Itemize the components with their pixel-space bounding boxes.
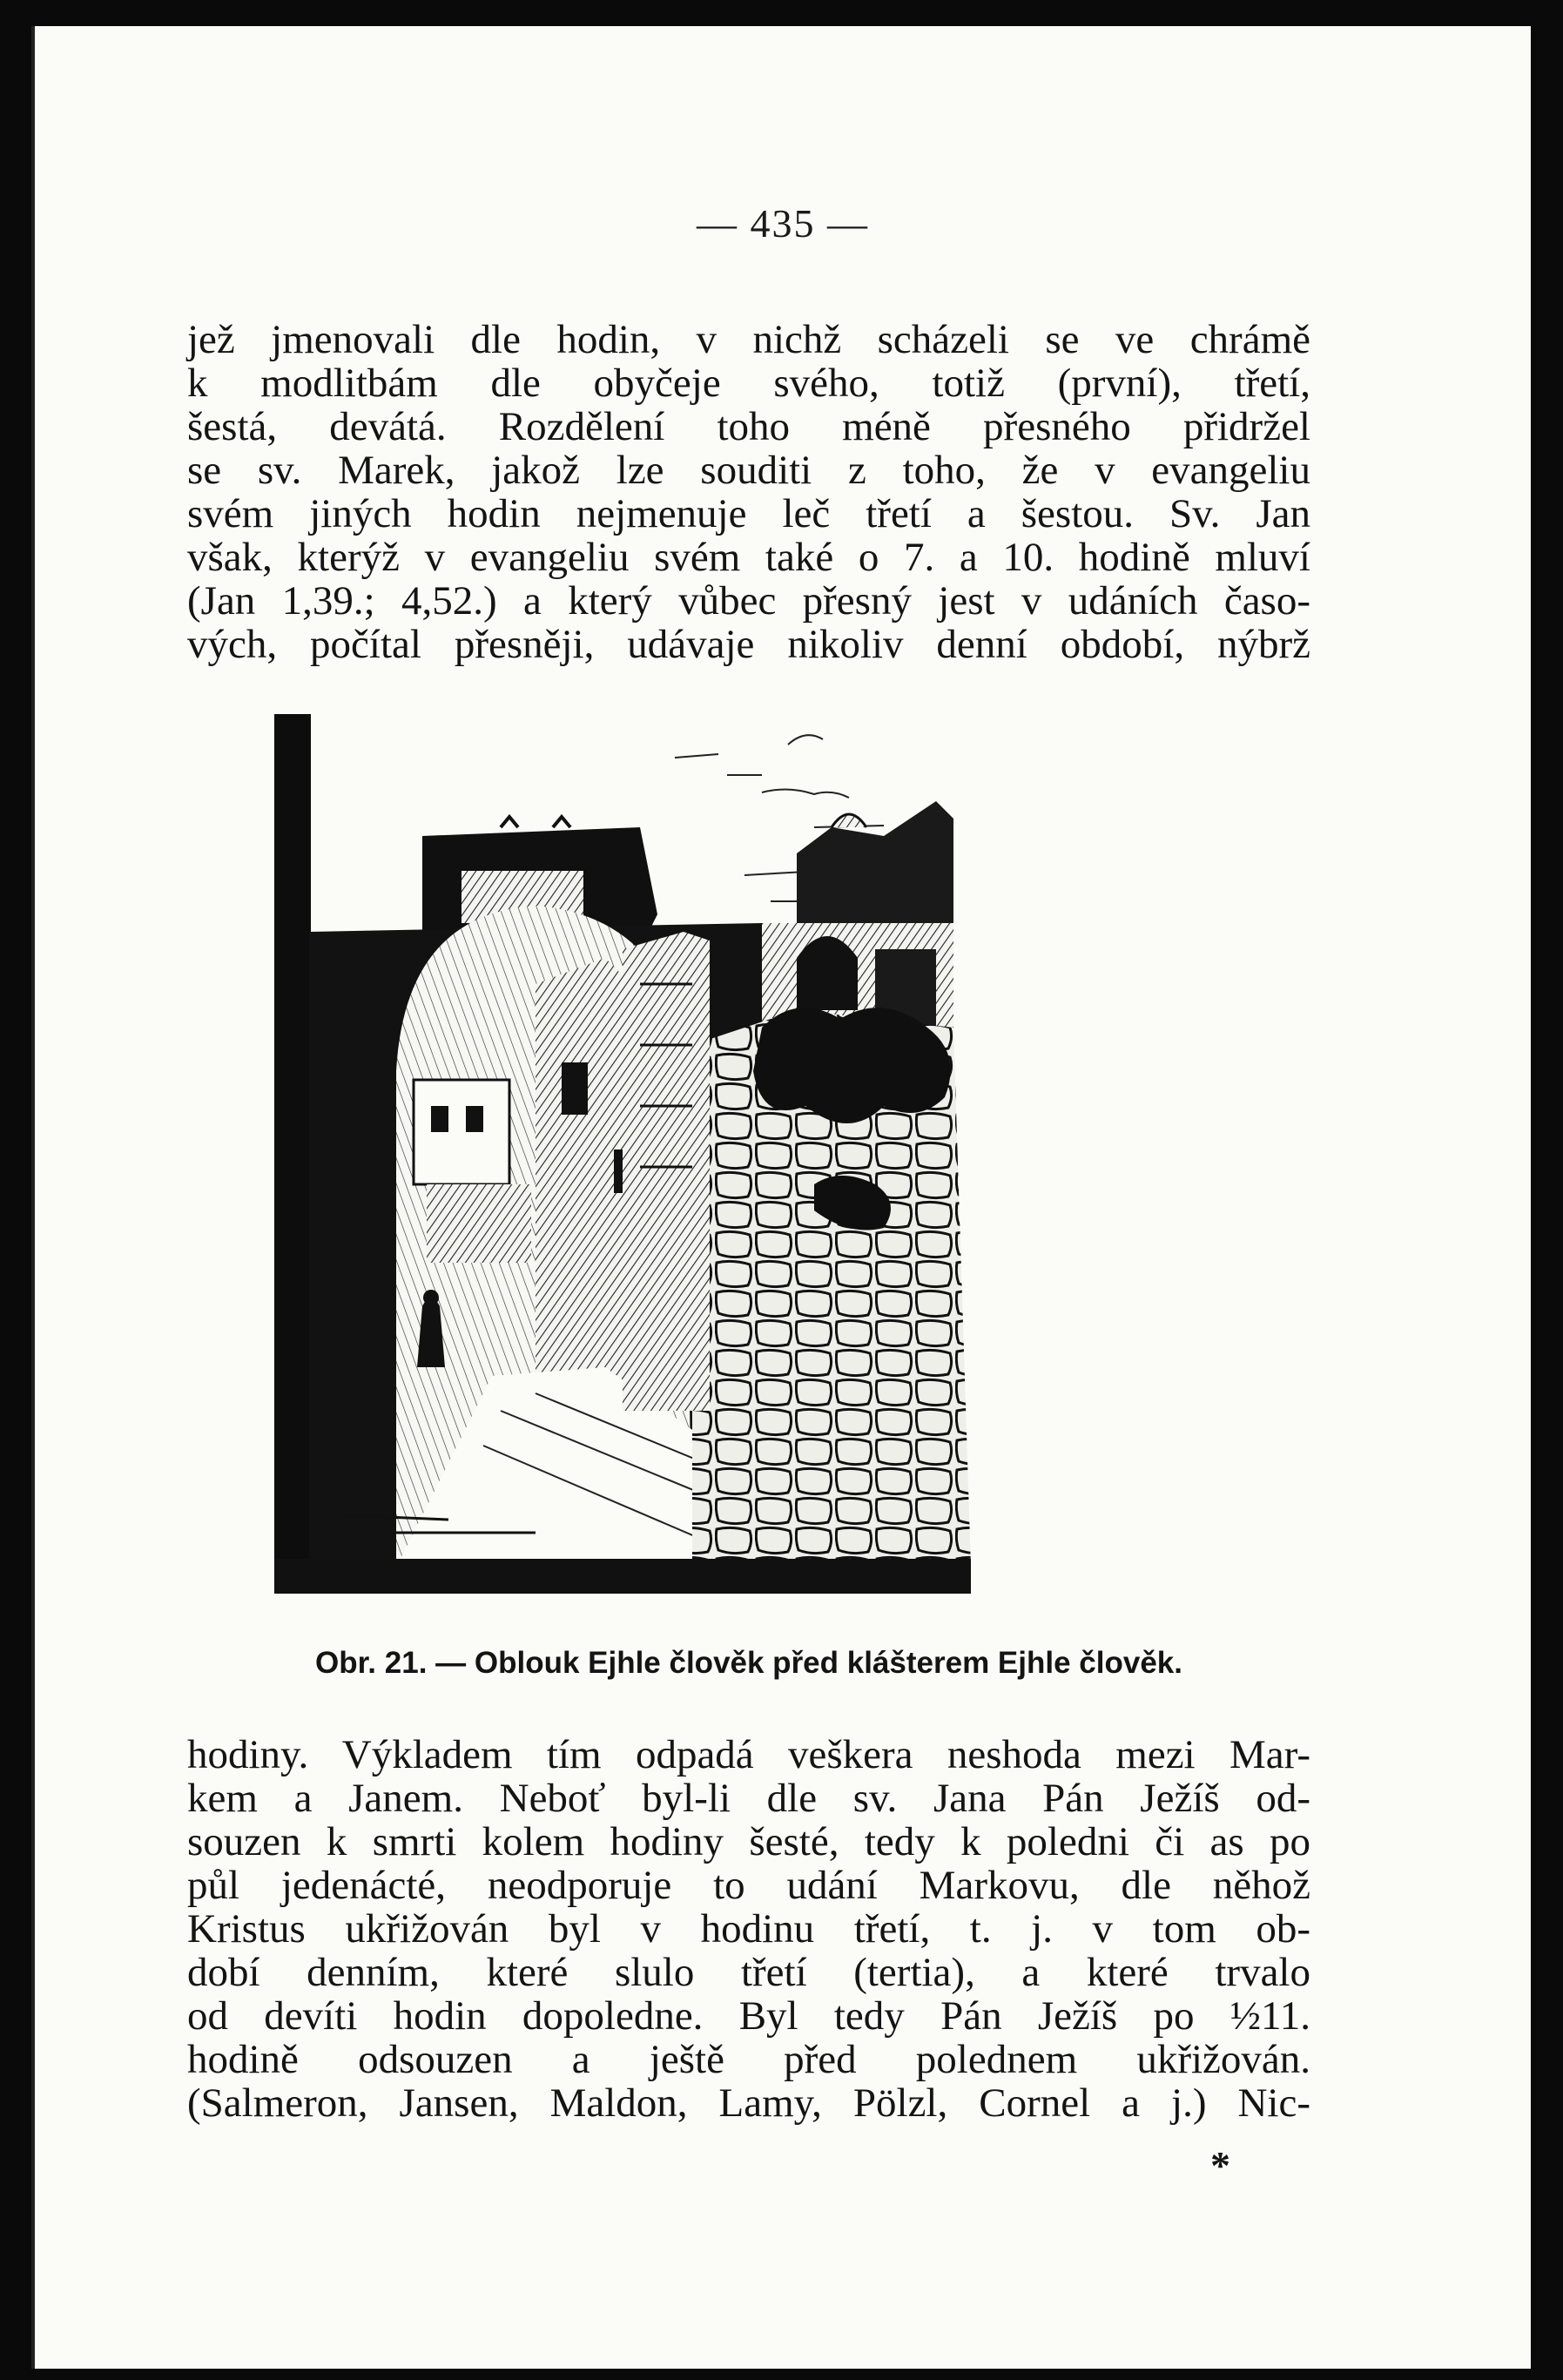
text-line: hodině odsouzen a ještě před polednem ukřižován. bbox=[187, 2037, 1310, 2082]
text-line: však, kterýž v evangeliu svém také o 7. a 10. hodině mluví bbox=[187, 535, 1310, 580]
book-page bbox=[31, 26, 1531, 2369]
text-line: hodiny. Výkladem tím odpadá veškera neshoda mezi Mar- bbox=[187, 1732, 1310, 1777]
text-line: kem a Janem. Neboť byl-li dle sv. Jana Pán Ježíš od- bbox=[187, 1776, 1310, 1821]
text-line: svém jiných hodin nejmenuje leč třetí a šestou. Sv. Jan bbox=[187, 491, 1310, 536]
text-line: od devíti hodin dopoledne. Byl tedy Pán Ježíš po ½11. bbox=[187, 1993, 1310, 2039]
signature-mark: * bbox=[1210, 2143, 1230, 2188]
paragraph-top bbox=[187, 318, 1310, 666]
text-line: vých, počítal přesněji, udávaje nikoliv denní období, nýbrž bbox=[187, 622, 1310, 667]
text-line: jež jmenovali dle hodin, v nichž scházeli se ve chrámě bbox=[187, 317, 1310, 362]
text-line: šestá, devátá. Rozdělení toho méně přesného přidržel bbox=[187, 404, 1310, 449]
ecce-homo-arch-engraving bbox=[274, 697, 1219, 1611]
text-line: se sv. Marek, jakož lze souditi z toho, že v evangeliu bbox=[187, 448, 1310, 493]
text-line: k modlitbám dle obyčeje svého, totiž (první), třetí, bbox=[187, 361, 1310, 406]
figure-caption: Obr. 21. — Oblouk Ejhle člověk před klášterem Ejhle člověk. bbox=[315, 1646, 1182, 1680]
text-line: Kristus ukřižován byl v hodinu třetí, t. j. v tom ob- bbox=[187, 1906, 1310, 1952]
text-line: půl jedenácté, neodporuje to udání Markovu, dle něhož bbox=[187, 1863, 1310, 1908]
text-line: (Jan 1,39.; 4,52.) a který vůbec přesný jest v udáních časo- bbox=[187, 578, 1310, 624]
text-line: dobí denním, které slulo třetí (tertia), a které trvalo bbox=[187, 1950, 1310, 1995]
text-line: (Salmeron, Jansen, Maldon, Lamy, Pölzl, Cornel a j.) Nic- bbox=[187, 2080, 1310, 2126]
paragraph-bottom bbox=[187, 1733, 1310, 2125]
text-line: souzen k smrti kolem hodiny šesté, tedy k poledni či as po bbox=[187, 1819, 1310, 1864]
page-number: — 435 — bbox=[697, 201, 869, 246]
